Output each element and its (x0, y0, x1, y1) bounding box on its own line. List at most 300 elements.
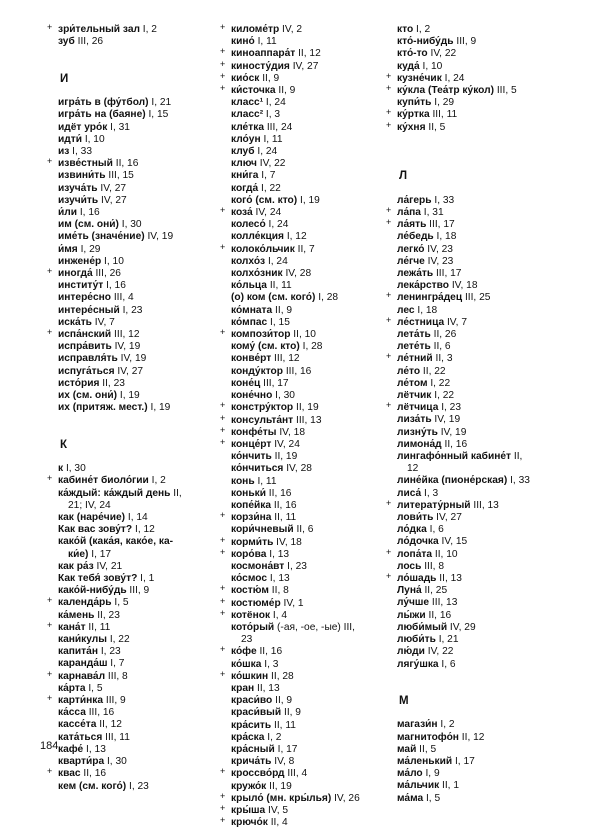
headword: магнитофо́н (397, 731, 459, 743)
page-number: 184 (40, 740, 59, 752)
headword: инжене́р (58, 255, 102, 267)
lesson-reference: I, 11 (254, 36, 277, 48)
index-entry (231, 476, 381, 488)
lesson-reference: I, 2 (139, 24, 157, 35)
lesson-reference: IV, 18 (449, 280, 478, 292)
lesson-reference: I, 16 (103, 280, 126, 292)
index-entry (397, 512, 577, 524)
index-entry (220, 22, 381, 36)
headword: ма́ленький (397, 756, 453, 768)
lesson-reference: IV, 19 (431, 414, 461, 426)
index-entry (231, 463, 381, 475)
lesson-reference: I, 19 (147, 402, 171, 414)
lesson-reference: III, 16 (85, 707, 115, 719)
index-entry (220, 803, 381, 817)
index-entry (231, 378, 381, 390)
lesson-reference: I, 5 (423, 792, 441, 804)
index-entry (386, 290, 577, 304)
plus-marker-icon: + (220, 607, 226, 618)
plus-marker-icon: + (47, 156, 53, 167)
lesson-reference: IV, 26 (331, 792, 360, 804)
lesson-reference: I, 18 (433, 231, 457, 243)
headword: лопа́та (397, 548, 433, 560)
plus-marker-icon: + (47, 266, 53, 277)
index-entry (231, 280, 381, 292)
headword: кого́ (см. кто) (231, 194, 298, 206)
index-entry (58, 146, 208, 158)
lesson-reference: I, 6 (438, 658, 456, 670)
index-entry (386, 83, 577, 97)
headword: иногда́ (58, 268, 93, 280)
headword: кто (397, 24, 414, 35)
headword: котёнок (231, 609, 271, 621)
index-entry (220, 668, 381, 683)
headword: ла́ять (397, 219, 427, 231)
lesson-reference: III, 17 (426, 219, 455, 231)
headword: зри́тельный зал (58, 24, 140, 35)
index-entry (231, 268, 381, 280)
lesson-reference: II, 16 (112, 158, 139, 170)
lesson-reference: II, 12 (96, 719, 122, 731)
index-entry (386, 107, 577, 121)
headword: ло́дка (397, 524, 427, 536)
index-entry (397, 524, 577, 536)
lesson-reference: II, 12 (295, 48, 321, 60)
headword: ку́хня (397, 121, 426, 133)
spacer (58, 414, 208, 426)
index-entry (386, 314, 577, 329)
headword: крыло́ (мн. кры́лья) (231, 792, 332, 804)
spacer (58, 85, 208, 97)
lesson-reference: II, 10 (432, 548, 458, 560)
headword: игра́ть на (баяне) (58, 109, 146, 121)
section-letter: Л (399, 170, 408, 183)
plus-marker-icon: + (220, 424, 226, 435)
headword: кани́кулы (58, 634, 107, 646)
headword: им (см. они́) (58, 219, 119, 231)
lesson-reference: II, 22 (420, 365, 446, 377)
headword: како́й (кака́я, како́е, ка- (58, 536, 174, 548)
index-entry (47, 327, 208, 341)
index-entry (231, 183, 381, 195)
index-entry (397, 793, 577, 805)
headword: класс¹ (231, 97, 264, 109)
headword: их (притяж. мест.) (58, 402, 148, 414)
headword: интере́сно (58, 292, 112, 304)
index-entry (58, 658, 208, 670)
index-entry (58, 646, 208, 658)
index-entry (220, 534, 381, 549)
index-entry (397, 280, 577, 292)
index-entry (386, 571, 577, 585)
section-letter: М (399, 695, 409, 708)
index-entry-continuation (58, 549, 208, 561)
index-entry (220, 436, 381, 451)
headword: исправля́ть (58, 353, 118, 365)
headword: когда́ (231, 182, 259, 194)
index-entry (231, 732, 381, 744)
lesson-reference: III, 13 (429, 597, 458, 609)
lesson-reference: I, 7 (107, 658, 125, 670)
index-entry (397, 24, 577, 36)
lesson-reference: I, 19 (117, 390, 140, 402)
index-entry (231, 97, 381, 109)
plus-marker-icon: + (220, 205, 226, 216)
headword: люби́ть (397, 634, 436, 646)
headword: идёт уро́к (58, 121, 108, 133)
headword: зуб (58, 36, 75, 48)
lesson-reference: I, 28 (299, 341, 323, 353)
lesson-reference: IV, 19 (111, 341, 141, 353)
index-entry (231, 134, 381, 146)
lesson-reference: IV, 22 (256, 158, 286, 170)
index-entry (397, 439, 577, 451)
index-entry (47, 156, 208, 170)
lesson-reference: II, 13 (254, 682, 280, 694)
index-entry (386, 351, 577, 365)
headword: май (397, 743, 417, 755)
index-entry (220, 327, 381, 341)
spacer (397, 146, 577, 158)
lesson-reference: I, 1 (137, 573, 155, 585)
headword: их (см. они́) (58, 390, 118, 402)
index-column-3 (386, 24, 577, 805)
plus-marker-icon: + (386, 290, 392, 301)
lesson-reference: II, 5 (416, 743, 437, 755)
index-entry (397, 451, 577, 463)
lesson-reference: III, 13 (470, 499, 499, 511)
lesson-reference: II, 9 (259, 72, 280, 84)
lesson-reference: I, 10 (101, 255, 124, 267)
headword: киноаппара́т (231, 48, 296, 60)
lesson-reference: IV, 18 (273, 536, 302, 548)
headword: лю́ди (397, 646, 425, 658)
index-entry (47, 22, 208, 36)
index-entry (58, 134, 208, 146)
spacer (58, 427, 208, 439)
index-entry (231, 573, 381, 585)
headword: лётчица (397, 402, 439, 414)
headword: ку́кла (Теа́тр ку́кол) (397, 85, 494, 97)
index-entry (397, 61, 577, 73)
lesson-reference: II, 8 (268, 585, 289, 597)
lesson-reference: 12 (407, 463, 419, 475)
plus-marker-icon: + (386, 314, 392, 325)
headword: лизну́ть (397, 426, 438, 438)
plus-marker-icon: + (220, 790, 226, 801)
headword: лес (397, 304, 415, 316)
headword: кры́ша (231, 805, 266, 816)
lesson-reference: I, 9 (422, 768, 440, 780)
headword: Луна́ (397, 585, 422, 597)
lesson-reference: I, 10 (419, 60, 443, 72)
index-entry (220, 70, 381, 85)
index-entry (231, 170, 381, 182)
index-entry (397, 378, 577, 390)
index-entry (386, 400, 577, 414)
index-entry (231, 305, 381, 317)
index-entry (58, 109, 208, 121)
index-entry (231, 146, 381, 158)
headword: институ́т (58, 280, 104, 292)
spacer (397, 183, 577, 195)
index-entry (397, 341, 577, 353)
headword: лежа́ть (397, 268, 434, 279)
index-entry (58, 402, 208, 414)
index-entry (397, 256, 577, 268)
lesson-reference: I, 30 (63, 463, 86, 475)
lesson-reference: II, (170, 487, 182, 499)
plus-marker-icon: + (220, 534, 226, 545)
index-entry (231, 683, 381, 695)
index-entry (397, 597, 577, 609)
index-entry (386, 70, 577, 85)
index-entry (58, 488, 208, 500)
headword: лета́ть (397, 329, 431, 341)
lesson-reference: I, 22 (258, 182, 281, 194)
index-entry (220, 400, 381, 414)
lesson-reference: III, 24 (263, 121, 293, 133)
lesson-reference: I, 22 (106, 634, 130, 646)
headword: кни́га (231, 170, 259, 182)
lesson-reference: II, 12 (458, 731, 485, 743)
index-entry (58, 573, 208, 585)
index-entry (58, 207, 208, 219)
lesson-reference: 21; IV, 24 (68, 499, 111, 511)
plus-marker-icon: + (47, 22, 53, 32)
lesson-reference: III, 4 (111, 292, 134, 304)
index-entry (231, 231, 381, 243)
index-entry (231, 561, 381, 573)
headword: коро́ва (231, 548, 267, 560)
index-entry (397, 780, 577, 792)
lesson-reference: IV, 18 (276, 426, 305, 438)
plus-marker-icon: + (220, 412, 226, 423)
lesson-reference: I, 21 (435, 634, 459, 646)
headword: легко́ (397, 243, 425, 255)
lesson-reference: III, 13 (293, 414, 322, 426)
lesson-reference: I, 22 (427, 377, 451, 389)
lesson-reference: II, 5 (425, 121, 446, 133)
index-entry (397, 488, 577, 500)
lesson-reference: II, 28 (268, 670, 294, 682)
lesson-reference: I, 29 (77, 243, 101, 255)
headword: клуб (231, 146, 255, 158)
headword: ко́мната (231, 304, 273, 316)
lesson-reference: II, 9 (275, 85, 296, 97)
index-entry (58, 719, 208, 731)
lesson-reference: I, 2 (413, 24, 431, 35)
index-entry (58, 585, 208, 597)
lesson-reference: II, 6 (430, 341, 451, 353)
headword: кио́ск (231, 72, 260, 84)
lesson-reference: II, 4 (267, 817, 288, 829)
index-entry (58, 634, 208, 646)
headword: кра́сный (231, 743, 275, 755)
lesson-reference: I, 2 (437, 719, 455, 731)
index-entry (58, 305, 208, 317)
index-entry (231, 36, 381, 48)
lesson-reference: IV, 24 (271, 438, 300, 450)
index-entry (47, 595, 208, 609)
headword: ле́то (397, 365, 421, 377)
headword: копе́йка (231, 499, 272, 511)
index-entry (58, 219, 208, 231)
index-entry (58, 536, 208, 548)
lesson-reference: III, 16 (283, 365, 312, 377)
lesson-reference: II, 23 (99, 377, 125, 389)
lesson-reference: II, 11 (266, 280, 292, 292)
headword: кра́ска (231, 731, 265, 743)
lesson-reference: III, 12 (111, 329, 140, 341)
headword: лете́ть (397, 341, 431, 353)
headword: ку́ртка (397, 109, 430, 121)
headword: име́ть (значе́ние) (58, 231, 145, 243)
index-entry (231, 707, 381, 719)
headword: колле́кция (231, 231, 284, 243)
headword: конве́рт (231, 353, 272, 365)
index-entry (231, 756, 381, 768)
headword: кана́т (58, 621, 86, 633)
spacer (58, 48, 208, 60)
headword: изуча́ть (58, 182, 98, 194)
headword: Как вас зову́т? (58, 524, 133, 536)
lesson-reference: I, 15 (267, 316, 290, 328)
index-entry (220, 546, 381, 561)
headword: ка́ждый: ка́ждый день (58, 487, 171, 499)
lesson-reference: IV, 7 (444, 316, 467, 328)
headword: ко́шкин (231, 670, 269, 682)
headword: ма́ло (397, 768, 423, 780)
plus-marker-icon: + (220, 644, 226, 655)
index-entry (231, 488, 381, 500)
index-entry (58, 561, 208, 573)
index-entry (397, 366, 577, 378)
index-entry (397, 634, 577, 646)
index-entry (231, 195, 381, 207)
lesson-reference: II, 23 (94, 609, 120, 621)
lesson-reference: I, 33 (69, 145, 92, 157)
index-entry (397, 427, 577, 439)
index-entry (397, 756, 577, 768)
plus-marker-icon: + (220, 400, 226, 411)
headword: квас (58, 768, 81, 780)
plus-marker-icon: + (220, 70, 226, 81)
lesson-reference: IV, 23 (424, 243, 453, 255)
index-entry (58, 97, 208, 109)
index-entry (397, 244, 577, 256)
index-entry (58, 378, 208, 390)
lesson-reference: IV, 15 (438, 536, 468, 548)
headword: лека́рство (397, 280, 449, 292)
lesson-reference: IV, 5 (265, 805, 289, 816)
index-entry (397, 732, 577, 744)
headword: кварти́ра (58, 756, 105, 768)
index-entry (397, 475, 577, 487)
index-entry (220, 205, 381, 219)
lesson-reference: I, 17 (274, 743, 298, 755)
headword: ла́герь (397, 194, 432, 206)
index-entry (58, 610, 208, 622)
headword: киломе́тр (231, 24, 280, 35)
lesson-reference: IV, 24 (252, 207, 282, 219)
lesson-reference: IV, 19 (117, 353, 147, 365)
plus-marker-icon: + (47, 668, 53, 679)
lesson-reference: II, 9 (281, 707, 301, 719)
headword: купи́ть (397, 97, 432, 109)
plus-marker-icon: + (386, 546, 392, 557)
index-entry (220, 241, 381, 256)
index-entry (58, 170, 208, 182)
lesson-reference: II, 1 (439, 780, 460, 792)
plus-marker-icon: + (386, 70, 392, 81)
headword: ле́стница (397, 316, 445, 328)
plus-marker-icon: + (220, 58, 226, 69)
headword: испа́нский (58, 329, 112, 341)
headword: Как тебя́ зову́т? (58, 573, 138, 585)
headword: (о) ком (см. кого́) (231, 292, 316, 304)
lesson-reference: I, 24 (441, 72, 465, 84)
plus-marker-icon: + (220, 436, 226, 447)
headword: лиса́ (397, 487, 422, 499)
lesson-reference: IV, 27 (289, 60, 319, 72)
headword: изве́стный (58, 158, 113, 170)
plus-marker-icon: + (386, 119, 392, 130)
index-entry (231, 451, 381, 463)
headword: лине́йка (пионе́рская) (397, 475, 508, 487)
plus-marker-icon: + (220, 46, 226, 57)
spacer (397, 707, 577, 719)
lesson-reference: I, 30 (104, 756, 127, 768)
index-entry (220, 412, 381, 427)
headword: ко́смос (231, 573, 268, 585)
index-entry (231, 500, 381, 512)
index-entry (397, 414, 577, 426)
headword: кружо́к (231, 780, 267, 792)
headword: лягу́шка (397, 658, 439, 670)
headword: ко́нчить (231, 451, 272, 463)
lesson-reference: (-ая, -ое, -ые) III, (274, 621, 355, 633)
index-entry (220, 58, 381, 73)
index-entry (58, 463, 208, 475)
headword: конь (231, 475, 255, 487)
headword: ко́нчиться (231, 463, 284, 475)
index-entry-continuation (231, 634, 381, 646)
headword: кроссво́рд (231, 768, 285, 780)
index-entry (58, 231, 208, 243)
headword: кому́ (см. кто) (231, 341, 300, 353)
headword: лимона́д (397, 438, 442, 450)
headword: ла́па (397, 206, 421, 218)
lesson-reference: II, 19 (293, 402, 319, 414)
lesson-reference: III, 4 (284, 768, 308, 780)
index-entry (58, 524, 208, 536)
lesson-reference: III, 8 (421, 560, 445, 572)
plus-marker-icon: + (47, 595, 53, 606)
lesson-reference: I, 24 (254, 146, 278, 158)
index-entry (58, 781, 208, 793)
headword: ле́тний (397, 353, 433, 365)
index-entry (231, 390, 381, 402)
lesson-reference: II, 9 (272, 695, 293, 707)
index-entry (58, 195, 208, 207)
index-entry (397, 48, 577, 60)
index-entry (231, 366, 381, 378)
plus-marker-icon: + (220, 241, 226, 252)
index-entry (397, 622, 577, 634)
plus-marker-icon: + (386, 83, 392, 94)
headword: конце́рт (231, 438, 272, 450)
